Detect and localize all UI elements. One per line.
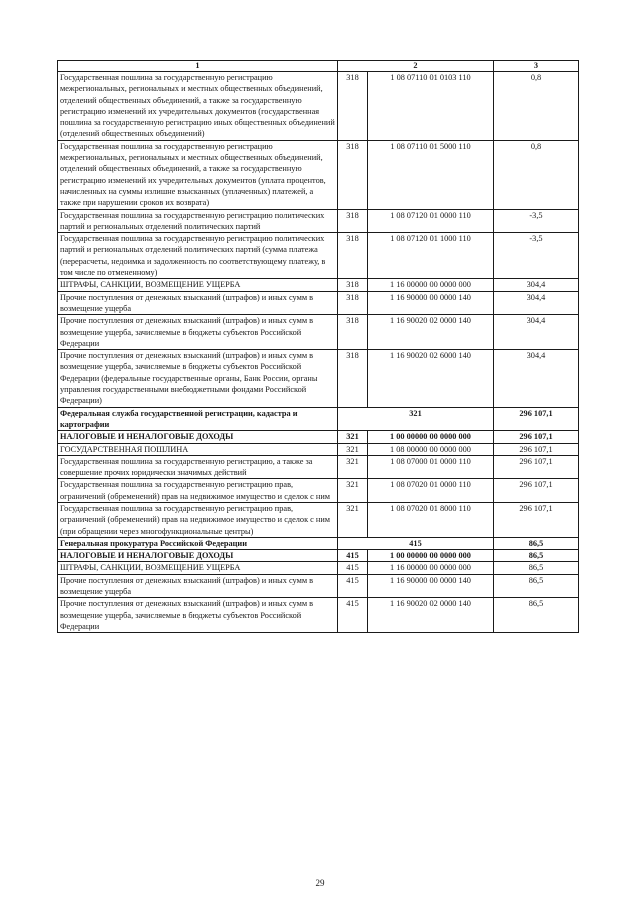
row-description: Государственная пошлина за государственную регистрацию межрегиональных, региональных и местных общественных объединений, отделений общественных объединений, а также за государственную регистрацию изменений их учредительных документов (уплата процентов, начисленных на суммы излишне взысканных (уплаченных) платежей, а также при нарушении сроков их возврата): [58, 140, 338, 209]
table-row: [58, 72, 579, 141]
column-header-2: 2: [338, 61, 494, 72]
row-description: ШТРАФЫ, САНКЦИИ, ВОЗМЕЩЕНИЕ УЩЕРБА: [58, 279, 338, 291]
row-admin-code: 321: [338, 407, 494, 431]
row-admin-code: 318: [338, 209, 368, 233]
row-kbk-code: 1 08 07020 01 0000 110: [368, 479, 494, 503]
row-admin-code: 415: [338, 574, 368, 598]
table-row: [58, 598, 579, 633]
row-kbk-code: 1 08 07000 01 0000 110: [368, 455, 494, 479]
row-amount: 86,5: [494, 598, 579, 633]
row-kbk-code: 1 16 90020 02 6000 140: [368, 350, 494, 407]
table-row: [58, 502, 579, 537]
row-admin-code: 318: [338, 233, 368, 279]
row-description: Государственная пошлина за государственную регистрацию политических партий и региональных отделений политических партий: [58, 209, 338, 233]
row-description: Государственная пошлина за государственную регистрацию, а также за совершение прочих юридически значимых действий: [58, 455, 338, 479]
table-row: [58, 350, 579, 407]
row-description: Прочие поступления от денежных взысканий (штрафов) и иных сумм в возмещение ущерба: [58, 291, 338, 315]
row-admin-code: 318: [338, 350, 368, 407]
row-description: НАЛОГОВЫЕ И НЕНАЛОГОВЫЕ ДОХОДЫ: [58, 431, 338, 443]
row-admin-code: 415: [338, 550, 368, 562]
row-amount: 296 107,1: [494, 443, 579, 455]
table-row: [58, 315, 579, 350]
table-row: [58, 479, 579, 503]
page-number: 29: [315, 878, 325, 888]
row-kbk-code: 1 00 00000 00 0000 000: [368, 431, 494, 443]
row-amount: 304,4: [494, 279, 579, 291]
row-description: Государственная пошлина за государственную регистрацию прав, ограничений (обременений) прав на недвижимое имущество и сделок с ним (при обращении через многофункциональные центры): [58, 502, 338, 537]
row-amount: -3,5: [494, 209, 579, 233]
row-admin-code: 415: [338, 562, 368, 574]
row-admin-code: 415: [338, 598, 368, 633]
row-amount: 86,5: [494, 574, 579, 598]
row-kbk-code: 1 16 90020 02 0000 140: [368, 598, 494, 633]
row-description: Прочие поступления от денежных взысканий (штрафов) и иных сумм в возмещение ущерба, зачисляемые в бюджеты субъектов Российской Федерации (федеральные государственные органы, Банк России, органы управления государственными внебюджетными фондами Российской Федерации): [58, 350, 338, 407]
row-amount: 296 107,1: [494, 479, 579, 503]
row-admin-code: 318: [338, 72, 368, 141]
table-row: [58, 431, 579, 443]
row-kbk-code: 1 08 00000 00 0000 000: [368, 443, 494, 455]
table-row: [58, 562, 579, 574]
table-row: [58, 279, 579, 291]
row-description: Государственная пошлина за государственную регистрацию прав, ограничений (обременений) прав на недвижимое имущество и сделок с ним: [58, 479, 338, 503]
row-admin-code: 321: [338, 479, 368, 503]
row-kbk-code: 1 00 00000 00 0000 000: [368, 550, 494, 562]
table-row: [58, 550, 579, 562]
row-amount: 296 107,1: [494, 455, 579, 479]
row-admin-code: 415: [338, 537, 494, 549]
table-header-row: [58, 61, 579, 72]
table-row: [58, 291, 579, 315]
revenue-table: [57, 60, 579, 633]
table-row: [58, 233, 579, 279]
row-amount: 0,8: [494, 72, 579, 141]
row-description: ГОСУДАРСТВЕННАЯ ПОШЛИНА: [58, 443, 338, 455]
row-description: Генеральная прокуратура Российской Федерации: [58, 537, 338, 549]
row-description: Федеральная служба государственной регистрации, кадастра и картографии: [58, 407, 338, 431]
row-kbk-code: 1 16 90020 02 0000 140: [368, 315, 494, 350]
row-admin-code: 321: [338, 455, 368, 479]
row-admin-code: 318: [338, 315, 368, 350]
row-amount: -3,5: [494, 233, 579, 279]
row-description: ШТРАФЫ, САНКЦИИ, ВОЗМЕЩЕНИЕ УЩЕРБА: [58, 562, 338, 574]
row-kbk-code: 1 08 07120 01 1000 110: [368, 233, 494, 279]
table-body: [58, 72, 579, 633]
row-kbk-code: 1 16 00000 00 0000 000: [368, 562, 494, 574]
row-amount: 86,5: [494, 550, 579, 562]
row-amount: 296 107,1: [494, 431, 579, 443]
table-row: [58, 574, 579, 598]
row-description: Прочие поступления от денежных взысканий (штрафов) и иных сумм в возмещение ущерба: [58, 574, 338, 598]
row-kbk-code: 1 08 07110 01 0103 110: [368, 72, 494, 141]
row-admin-code: 318: [338, 279, 368, 291]
row-description: НАЛОГОВЫЕ И НЕНАЛОГОВЫЕ ДОХОДЫ: [58, 550, 338, 562]
table-row: [58, 537, 579, 549]
row-amount: 304,4: [494, 291, 579, 315]
row-admin-code: 321: [338, 502, 368, 537]
row-admin-code: 321: [338, 431, 368, 443]
table-row: [58, 140, 579, 209]
row-amount: 304,4: [494, 350, 579, 407]
table-row: [58, 209, 579, 233]
row-kbk-code: 1 16 00000 00 0000 000: [368, 279, 494, 291]
table-row: [58, 455, 579, 479]
row-kbk-code: 1 16 90000 00 0000 140: [368, 291, 494, 315]
row-description: Прочие поступления от денежных взысканий (штрафов) и иных сумм в возмещение ущерба, зачисляемые в бюджеты субъектов Российской Федерации: [58, 315, 338, 350]
row-amount: 86,5: [494, 537, 579, 549]
table-row: [58, 443, 579, 455]
row-description: Государственная пошлина за государственную регистрацию межрегиональных, региональных и местных общественных объединений, отделений общественных объединений, а также за государственную регистрацию изменений их учредительных документов (государственная пошлина за государственную регистрацию иных общественных объединений (отделений общественных объединений): [58, 72, 338, 141]
row-kbk-code: 1 16 90000 00 0000 140: [368, 574, 494, 598]
row-admin-code: 318: [338, 291, 368, 315]
row-kbk-code: 1 08 07120 01 0000 110: [368, 209, 494, 233]
row-amount: 0,8: [494, 140, 579, 209]
row-kbk-code: 1 08 07020 01 8000 110: [368, 502, 494, 537]
row-amount: 86,5: [494, 562, 579, 574]
column-header-3: 3: [494, 61, 579, 72]
row-description: Прочие поступления от денежных взысканий (штрафов) и иных сумм в возмещение ущерба, зачисляемые в бюджеты субъектов Российской Федерации: [58, 598, 338, 633]
row-amount: 296 107,1: [494, 502, 579, 537]
row-admin-code: 321: [338, 443, 368, 455]
row-amount: 296 107,1: [494, 407, 579, 431]
row-kbk-code: 1 08 07110 01 5000 110: [368, 140, 494, 209]
row-admin-code: 318: [338, 140, 368, 209]
column-header-1: 1: [58, 61, 338, 72]
row-amount: 304,4: [494, 315, 579, 350]
row-description: Государственная пошлина за государственную регистрацию политических партий и региональных отделений политических партий (сумма платежа (перерасчеты, недоимка и задолженность по соответствующему платежу, в том числе по отмененному): [58, 233, 338, 279]
table-row: [58, 407, 579, 431]
